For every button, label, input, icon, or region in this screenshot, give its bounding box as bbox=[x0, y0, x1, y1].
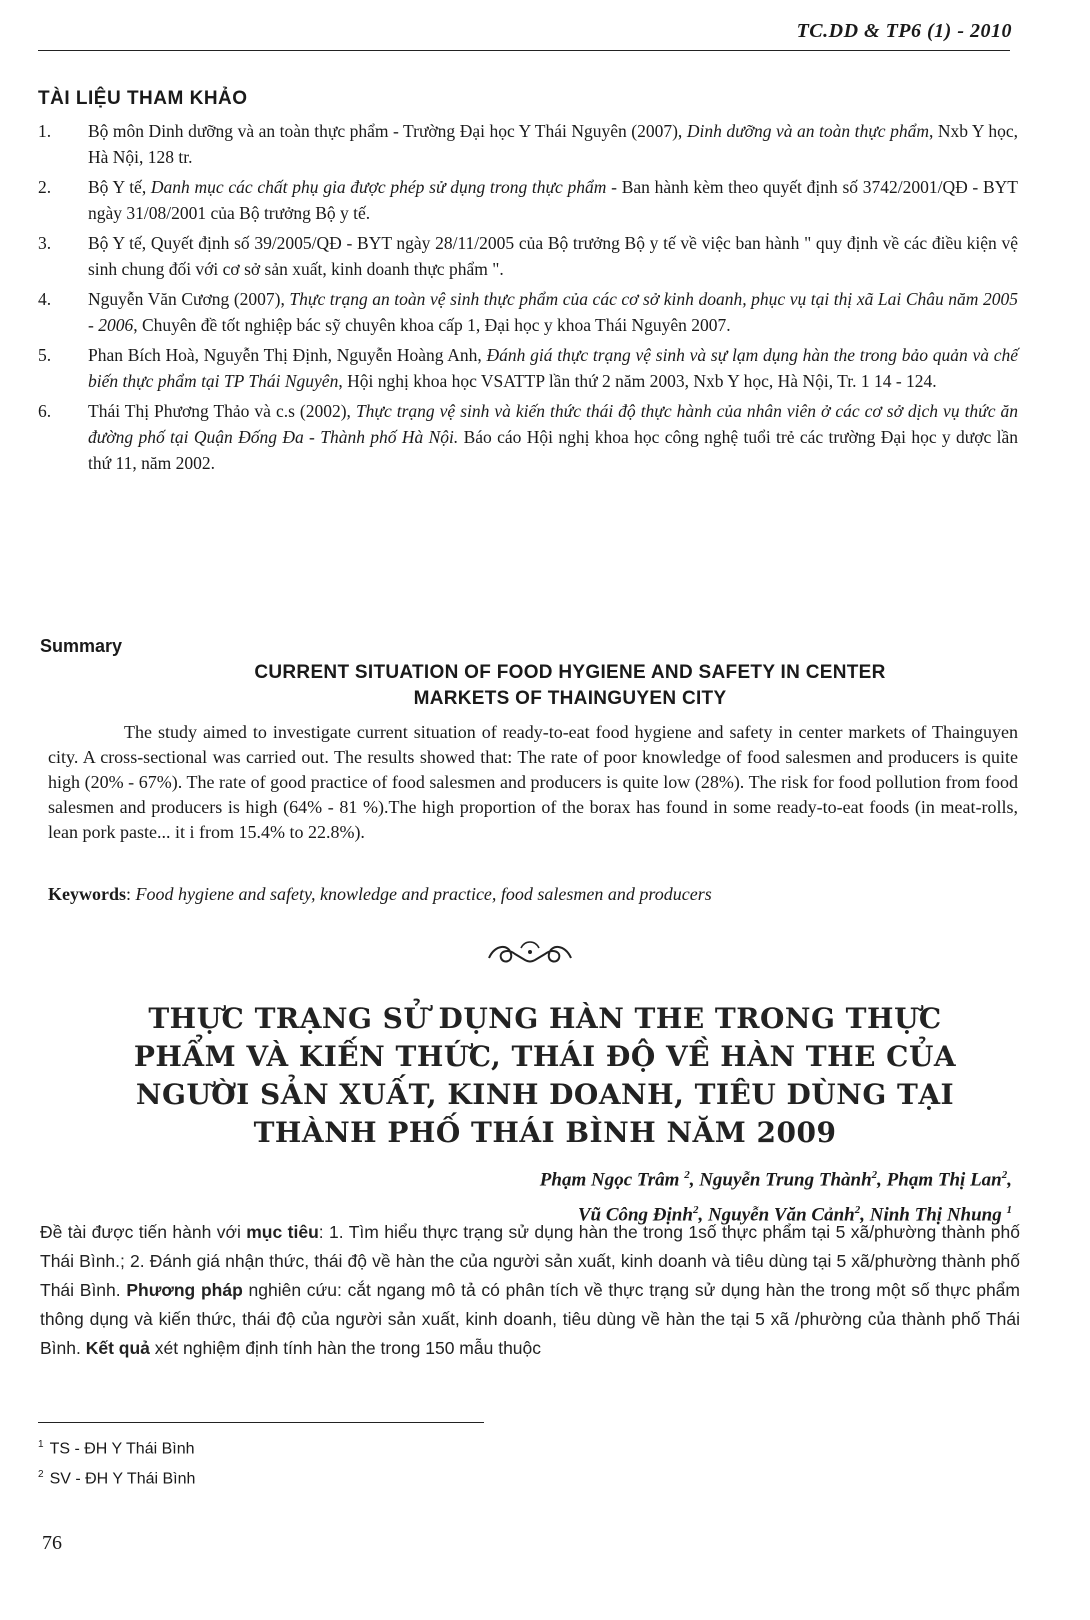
footnote: $^2$ SV - ĐH Y Thái Bình bbox=[38, 1469, 196, 1488]
reference-number: 1. bbox=[38, 121, 52, 141]
header-rule bbox=[38, 50, 1010, 51]
reference-text: Bộ Y tế, Danh mục các chất phụ gia được phép sử dụng trong thực phẩm - Ban hành kèm theo quyết định số 3742/2001/QĐ - BYT ngày 31/08/2001 của Bộ trưởng Bộ y tế. bbox=[88, 177, 1018, 223]
author-name: Ninh Thị Nhung bbox=[869, 1204, 1007, 1226]
author-name: Nguyễn Trung Thành bbox=[699, 1169, 872, 1191]
reference-item bbox=[38, 118, 1018, 170]
reference-text: Phan Bích Hoà, Nguyễn Thị Định, Nguyễn Hoàng Anh, Đánh giá thực trạng vệ sinh và sự lạm dụng hàn the trong bảo quản và chế biến thực phẩm tại TP Thái Nguyên, Hội nghị khoa học VSATTP lần thứ 2 năm 2003, Nxb Y học, Hà Nội, Tr. 1 14 - 124. bbox=[88, 345, 1018, 391]
reference-number: 6. bbox=[38, 401, 52, 421]
summary-title: CURRENT SITUATION OF FOOD HYGIENE AND SAFETY IN CENTER MARKETS OF THAINGUYEN CITY bbox=[254, 662, 886, 709]
author-name: Vũ Công Định bbox=[577, 1204, 693, 1226]
article-title: THỰC TRẠNG SỬ DỤNG HÀN THE TRONG THỰC PHẨM VÀ KIẾN THỨC, THÁI ĐỘ VỀ HÀN THE CỦA NGƯỜI SẢN XUẤT, KINH DOANH, TIÊU DÙNG TẠI THÀNH PHỐ THÁI BÌNH NĂM 2009 bbox=[133, 1002, 957, 1149]
reference-item bbox=[38, 342, 1018, 394]
footnote-rule bbox=[38, 1422, 484, 1423]
keywords-label: Keywords bbox=[48, 884, 126, 904]
journal-reference: TC.DD & TP6 (1) - 2010 bbox=[796, 20, 1012, 42]
article-abstract: Đề tài được tiến hành với mục tiêu: 1. Tìm hiểu thực trạng sử dụng hàn the trong 1số thực phẩm tại 5 xã/phường thành phố Thái Bình.; 2. Đánh giá nhận thức, thái độ về hàn the của người sản xuất, kinh doanh và tiêu dùng tại 5 xã/phường thành phố Thái Bình. Phương pháp nghiên cứu: cắt ngang mô tả có phân tích về thực trạng sử dụng hàn the trong một số thực phẩm thông dụng và kiến thức, thái độ của người sản xuất, kinh doanh, tiêu dùng về hàn the tại 5 xã /phường của thành phố Thái Bình. Kết quả xét nghiệm định tính hàn the trong 150 mẫu thuộc bbox=[40, 1222, 1020, 1358]
reference-item bbox=[38, 230, 1018, 282]
footnotes bbox=[38, 1432, 195, 1493]
reference-number: 2. bbox=[38, 177, 52, 197]
summary-body: The study aimed to investigate current situation of ready-to-eat food hygiene and safety in center markets of Thainguyen city. A cross-sectional was carried out. The results showed that: The rate of poor knowledge of food salesmen and producers is quite high (20% - 67%). The rate of good practice of food salesmen and producers is quite low (28%). The risk for food pollution from food salesmen and producers is high (64% - 81 %).The high proportion of the borax has found in some ready-to-eat foods (in meat-rolls, lean pork paste... it i from 15.4% to 22.8%). bbox=[48, 722, 1018, 842]
reference-item bbox=[38, 286, 1018, 338]
references-list bbox=[38, 118, 1018, 480]
reference-text: Bộ môn Dinh dưỡng và an toàn thực phẩm - Trường Đại học Y Thái Nguyên (2007), Dinh dưỡng và an toàn thực phẩm, Nxb Y học, Hà Nội, 128 tr. bbox=[88, 121, 1018, 167]
reference-text: Bộ Y tế, Quyết định số 39/2005/QĐ - BYT ngày 28/11/2005 của Bộ trưởng Bộ y tế về việc ban hành " quy định về các điều kiện vệ sinh chung đối với cơ sở sản xuất, kinh doanh thực phẩm ". bbox=[88, 233, 1018, 279]
footnote: $^1$ TS - ĐH Y Thái Bình bbox=[38, 1439, 195, 1458]
author-line: Phạm Ngọc Trâm $^2$, Nguyễn Trung Thành$^2$, Phạm Thị Lan$^2$, bbox=[539, 1169, 1012, 1191]
reference-item bbox=[38, 174, 1018, 226]
references-heading: TÀI LIỆU THAM KHẢO bbox=[38, 88, 248, 109]
reference-text: Nguyễn Văn Cương (2007), Thực trạng an toàn vệ sinh thực phẩm của các cơ sở kinh doanh, phục vụ tại thị xã Lai Châu năm 2005 - 2006, Chuyên đề tốt nghiệp bác sỹ chuyên khoa cấp 1, Đại học y khoa Thái Nguyên 2007. bbox=[88, 289, 1018, 335]
reference-number: 5. bbox=[38, 345, 52, 365]
author-name: Nguyễn Văn Cảnh bbox=[707, 1204, 855, 1226]
author-name: Phạm Thị Lan bbox=[886, 1169, 1002, 1191]
author-name: Phạm Ngọc Trâm bbox=[539, 1169, 685, 1191]
reference-number: 4. bbox=[38, 289, 52, 309]
ornament-divider-icon bbox=[485, 936, 575, 972]
page-number: 76 bbox=[42, 1532, 62, 1554]
reference-number: 3. bbox=[38, 233, 52, 253]
reference-text: Thái Thị Phương Thảo và c.s (2002), Thực trạng vệ sinh và kiến thức thái độ thực hành của nhân viên ở các cơ sở dịch vụ thức ăn đường phố tại Quận Đống Đa - Thành phố Hà Nội. Báo cáo Hội nghị khoa học công nghệ tuổi trẻ các trường Đại học y dược lần thứ 11, năm 2002. bbox=[88, 401, 1018, 473]
summary-heading: Summary bbox=[40, 636, 123, 656]
keywords: Keywords: Food hygiene and safety, knowledge and practice, food salesmen and producers bbox=[48, 884, 712, 904]
keywords-text: Food hygiene and safety, knowledge and practice, food salesmen and producers bbox=[135, 884, 712, 904]
reference-item bbox=[38, 398, 1018, 476]
author-line: Vũ Công Định$^2$, Nguyễn Văn Cảnh$^2$, Ninh Thị Nhung $^1$ bbox=[577, 1204, 1012, 1226]
